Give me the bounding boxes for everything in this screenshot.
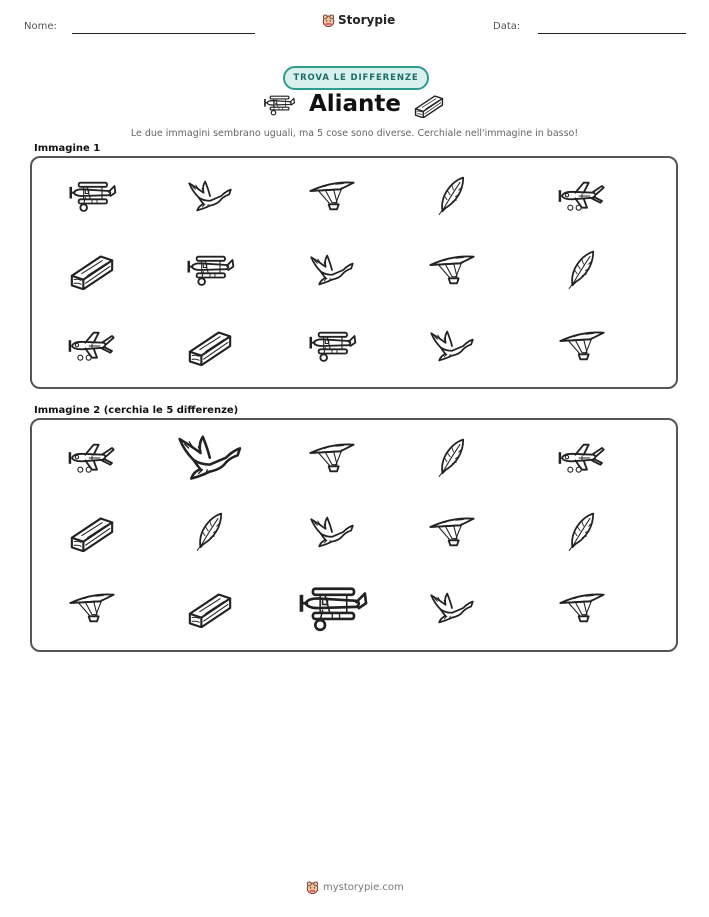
biplane-icon: [185, 252, 235, 288]
wood-plank-icon: [413, 92, 445, 118]
image2-panel[interactable]: [30, 418, 678, 652]
eagle-icon[interactable]: [428, 591, 476, 625]
eagle-icon: [186, 179, 234, 213]
image1-panel: [30, 156, 678, 389]
biplane-icon: [262, 94, 296, 116]
hang-glider-icon[interactable]: [557, 591, 607, 625]
small-plane-icon: [557, 178, 607, 214]
wood-plank-icon[interactable]: [186, 588, 234, 628]
date-line[interactable]: [538, 33, 686, 34]
biplane-icon: [307, 328, 357, 364]
hang-glider-icon[interactable]: [427, 515, 477, 549]
instructions: Le due immagini sembrano uguali, ma 5 cose sono diverse. Cerchiale nell'immagine in basso!: [130, 128, 579, 139]
wood-plank-icon: [186, 326, 234, 366]
eagle-icon[interactable]: [308, 515, 356, 549]
hang-glider-icon: [307, 179, 357, 213]
wood-plank-icon: [68, 250, 116, 290]
feather-icon: [565, 250, 599, 290]
date-label: Data:: [493, 21, 521, 32]
wood-plank-icon[interactable]: [68, 512, 116, 552]
footer-url: mystorypie.com: [323, 882, 404, 893]
feather-icon[interactable]: [435, 438, 469, 478]
storypie-logo-icon: [306, 881, 319, 894]
eagle-icon: [308, 253, 356, 287]
hang-glider-icon: [427, 253, 477, 287]
activity-badge: TROVA LE DIFFERENZE: [283, 66, 429, 90]
small-plane-icon[interactable]: [557, 440, 607, 476]
brand-name: Storypie: [338, 13, 396, 27]
eagle-icon[interactable]: [175, 433, 245, 482]
brand-logo: [322, 13, 395, 27]
image1-label: Immagine 1: [34, 143, 101, 154]
image2-label: Immagine 2 (cerchia le 5 differenze): [34, 405, 239, 416]
hang-glider-icon[interactable]: [307, 441, 357, 475]
small-plane-icon[interactable]: [67, 440, 117, 476]
footer: [306, 881, 404, 894]
page-title: Aliante: [308, 91, 402, 117]
biplane-icon: [67, 178, 117, 214]
storypie-logo-icon: [322, 14, 335, 27]
feather-icon[interactable]: [193, 512, 227, 552]
name-label: Nome:: [24, 21, 57, 32]
eagle-icon: [428, 329, 476, 363]
feather-icon: [435, 176, 469, 216]
hang-glider-icon[interactable]: [67, 591, 117, 625]
small-plane-icon: [67, 328, 117, 364]
feather-icon[interactable]: [565, 512, 599, 552]
name-line[interactable]: [72, 33, 255, 34]
biplane-icon[interactable]: [296, 582, 369, 634]
hang-glider-icon: [557, 329, 607, 363]
